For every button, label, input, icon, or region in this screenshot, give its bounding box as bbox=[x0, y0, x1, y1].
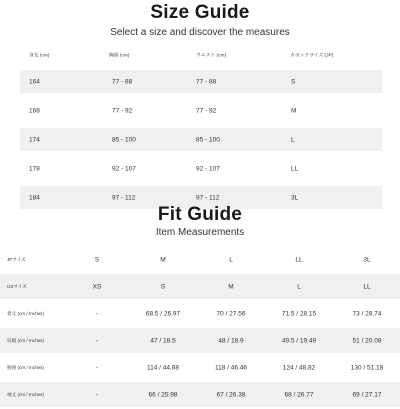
cell: - bbox=[95, 310, 99, 317]
cell-waist: 97 - 112 bbox=[196, 194, 220, 201]
cell: 68 / 26.77 bbox=[284, 391, 314, 398]
header-waist: ウエスト (cm) bbox=[196, 53, 227, 59]
cell-size: S bbox=[291, 78, 296, 85]
cell-chest: 92 - 107 bbox=[112, 165, 136, 172]
table-row bbox=[20, 128, 382, 151]
cell: 118 / 46.46 bbox=[214, 364, 248, 371]
cell-chest: 97 - 112 bbox=[112, 194, 136, 201]
cell: 66 / 25.98 bbox=[148, 391, 178, 398]
row-label: USサイズ bbox=[7, 283, 27, 289]
size-guide-subtitle: Select a size and discover the measures bbox=[110, 27, 290, 38]
table-row bbox=[0, 328, 400, 353]
cell: 71.5 / 28.15 bbox=[281, 310, 317, 317]
table-row bbox=[0, 274, 400, 299]
cell-size: 3L bbox=[291, 194, 299, 201]
cell: S bbox=[94, 256, 100, 263]
cell: - bbox=[95, 391, 99, 398]
cell: 130 / 51.18 bbox=[350, 364, 384, 371]
cell-chest: 85 - 100 bbox=[112, 136, 136, 143]
fit-guide-table bbox=[0, 247, 400, 409]
header-size: カボックサイズ (JP) bbox=[290, 53, 334, 59]
cell-size: M bbox=[291, 107, 297, 114]
cell-height: 178 bbox=[29, 165, 40, 172]
row-label: 袖丈 (cm / Inches) bbox=[7, 391, 45, 397]
cell-chest: 77 - 88 bbox=[112, 78, 133, 85]
size-table-header bbox=[20, 46, 382, 64]
cell: 73 / 28.74 bbox=[352, 310, 382, 317]
header-height: 身長 (cm) bbox=[29, 53, 50, 59]
cell: XS bbox=[92, 283, 102, 290]
cell-waist: 77 - 92 bbox=[196, 107, 217, 114]
cell: - bbox=[95, 364, 99, 371]
table-row bbox=[20, 70, 382, 93]
table-row bbox=[0, 247, 400, 272]
row-label: 胸囲 (cm / Inches) bbox=[7, 364, 45, 370]
cell-waist: 77 - 88 bbox=[196, 78, 217, 85]
fit-guide-title: Fit Guide bbox=[157, 204, 243, 225]
header-chest: 胸囲 (cm) bbox=[109, 53, 130, 59]
row-label: 肩幅 (cm / Inches) bbox=[7, 337, 45, 343]
cell: L bbox=[297, 283, 301, 290]
table-row bbox=[0, 301, 400, 326]
cell-height: 168 bbox=[29, 107, 40, 114]
cell-waist: 85 - 100 bbox=[196, 136, 220, 143]
cell: 48 / 18.9 bbox=[218, 337, 244, 344]
cell-height: 174 bbox=[29, 136, 40, 143]
cell-height: 184 bbox=[29, 194, 40, 201]
cell: - bbox=[95, 337, 99, 344]
table-row bbox=[0, 382, 400, 407]
table-row bbox=[0, 355, 400, 380]
row-label: 着丈 (cm / Inches) bbox=[7, 310, 45, 316]
cell: 47 / 18.5 bbox=[150, 337, 176, 344]
table-row bbox=[20, 157, 382, 180]
cell: 114 / 44.88 bbox=[146, 364, 180, 371]
cell: 67 / 26.38 bbox=[216, 391, 246, 398]
cell-size: L bbox=[291, 136, 295, 143]
cell: S bbox=[160, 283, 166, 290]
cell-height: 164 bbox=[29, 78, 40, 85]
cell: LL bbox=[295, 256, 303, 263]
row-label: JPサイズ bbox=[7, 256, 26, 262]
cell: M bbox=[160, 256, 166, 263]
cell: L bbox=[229, 256, 233, 263]
cell-chest: 77 - 92 bbox=[112, 107, 133, 114]
cell: 51 / 20.08 bbox=[352, 337, 382, 344]
fit-guide-subtitle: Item Measurements bbox=[155, 227, 245, 238]
size-guide-title: Size Guide bbox=[150, 2, 250, 23]
cell-size: LL bbox=[291, 165, 299, 172]
size-guide-table bbox=[20, 46, 382, 215]
cell: LL bbox=[363, 283, 371, 290]
table-row bbox=[20, 99, 382, 122]
cell: 69 / 27.17 bbox=[352, 391, 382, 398]
cell: M bbox=[228, 283, 234, 290]
cell: 68.5 / 26.97 bbox=[145, 310, 181, 317]
cell-waist: 92 - 107 bbox=[196, 165, 220, 172]
cell: 49.5 / 19.49 bbox=[281, 337, 317, 344]
cell: 3L bbox=[363, 256, 371, 263]
cell: 124 / 48.82 bbox=[282, 364, 316, 371]
cell: 70 / 27.56 bbox=[216, 310, 246, 317]
